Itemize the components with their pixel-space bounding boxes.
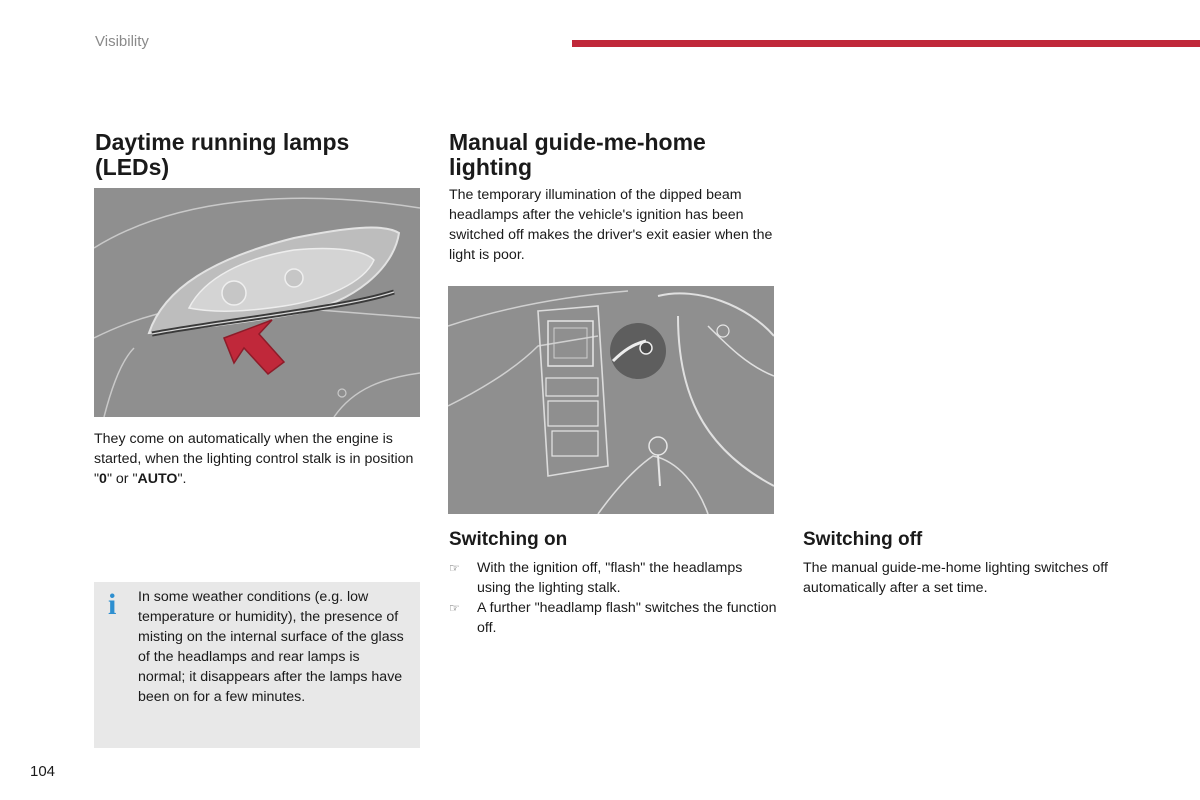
- info-note-text: In some weather conditions (e.g. low temperature or humidity), the presence of misting on the internal surface of the glass of the headlamps and rear lamps is normal; it disappears after the lamps have been on for a few minutes.: [138, 589, 404, 705]
- drl-title: Daytime running lamps (LEDs): [95, 129, 350, 180]
- guide-me-home-intro: The temporary illumination of the dipped beam headlamps after the vehicle's ignition has been switched off makes the driver's exit easier when the light is poor.: [449, 187, 773, 263]
- page-number: 104: [30, 763, 56, 780]
- info-icon: i: [108, 588, 117, 621]
- list-item: ☞ With the ignition off, "flash" the headlamps using the lighting stalk.: [449, 560, 743, 596]
- info-note: [94, 582, 420, 748]
- drl-description: They come on automatically when the engine is started, when the lighting control stalk is in position "0" or "AUTO".: [94, 431, 414, 487]
- header-accent-bar: [572, 40, 1200, 47]
- switching-off-title: Switching off: [803, 529, 923, 550]
- dashboard-illustration: [448, 286, 774, 514]
- guide-me-home-title: Manual guide-me-home lighting: [449, 129, 706, 180]
- pointing-hand-icon: ☞: [449, 601, 460, 615]
- switching-on-title: Switching on: [449, 529, 568, 550]
- switching-on-steps: [449, 558, 779, 638]
- section-label: Visibility: [95, 33, 149, 50]
- switching-off-text: The manual guide-me-home lighting switches off automatically after a set time.: [803, 560, 1108, 596]
- pointing-hand-icon: ☞: [449, 561, 460, 575]
- list-item: ☞ A further "headlamp flash" switches the function off.: [449, 600, 777, 636]
- headlamp-illustration: [94, 188, 420, 417]
